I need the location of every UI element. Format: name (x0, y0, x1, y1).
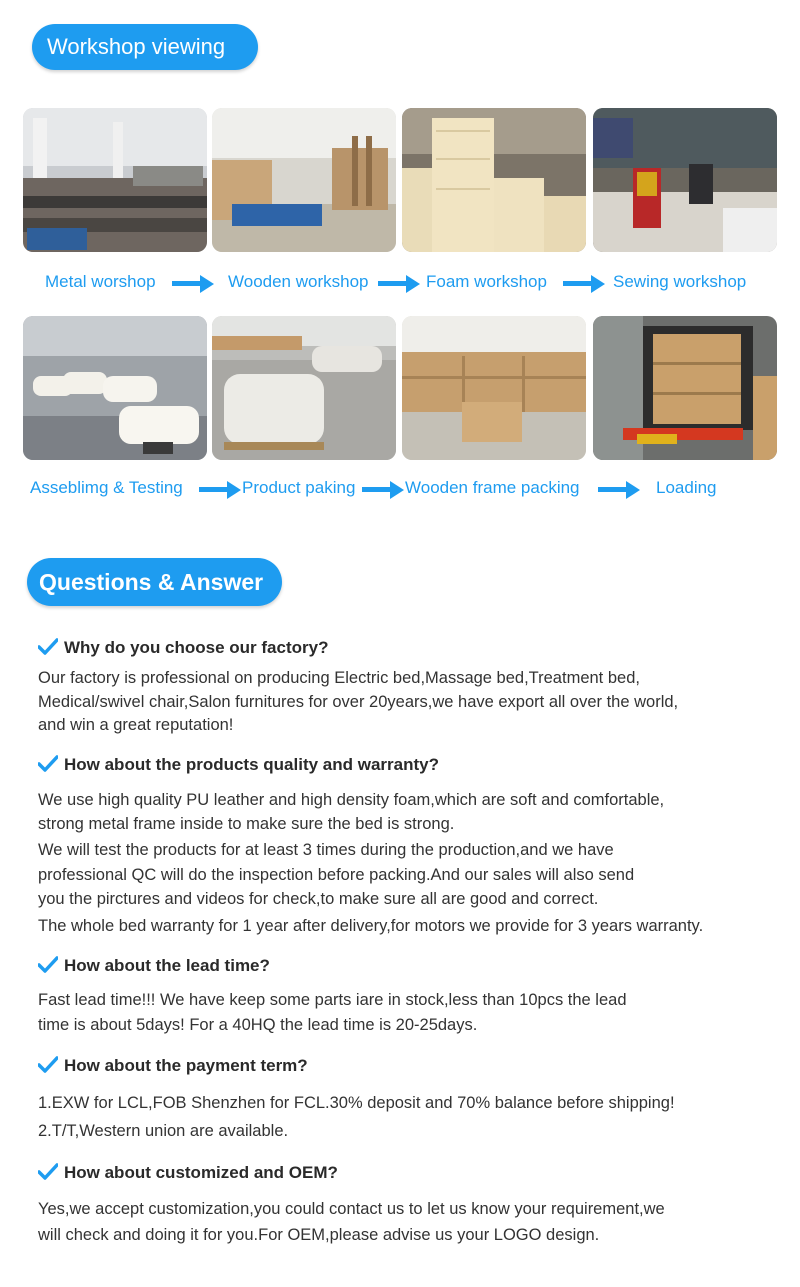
product-packing-label: Product paking (242, 478, 356, 497)
arrow-right-icon (199, 481, 241, 499)
assembling-testing-label: Asseblimg & Testing (30, 478, 183, 497)
wooden-workshop-photo (212, 108, 396, 252)
arrow-right-icon (172, 275, 214, 293)
metal-workshop-photo (23, 108, 207, 252)
answer-1-line-2: Medical/swivel chair,Salon furnitures for over 20years,we have export all over the world, (38, 693, 679, 711)
checkmark-icon (38, 1163, 58, 1181)
question-2 (38, 755, 439, 775)
assembling-testing-photo (23, 316, 207, 460)
checkmark-icon (38, 1056, 58, 1074)
arrow-right-icon (378, 275, 420, 293)
question-1-text: Why do you choose our factory? (64, 638, 329, 657)
question-5 (38, 1163, 338, 1183)
wooden-workshop-label: Wooden workshop (228, 272, 369, 291)
answer-3-line-2: time is about 5days! For a 40HQ the lead time is 20-25days. (38, 1016, 478, 1034)
wooden-frame-packing-photo (402, 316, 586, 460)
answer-2-line-1: We use high quality PU leather and high density foam,which are soft and comfortable, (38, 791, 665, 809)
answer-2-line-5: you the pirctures and videos for check,to make sure all are good and correct. (38, 890, 599, 908)
metal-workshop-label: Metal worshop (45, 272, 156, 291)
sewing-workshop-photo (593, 108, 777, 252)
answer-2-line-3: We will test the products for at least 3 times during the production,and we have (38, 841, 614, 859)
wooden-frame-packing-label: Wooden frame packing (405, 478, 580, 497)
answer-5-line-1: Yes,we accept customization,you could contact us to let us know your requirement,we (38, 1200, 665, 1218)
sewing-workshop-label: Sewing workshop (613, 272, 747, 291)
question-4-text: How about the payment term? (64, 1056, 308, 1075)
answer-1-line-1: Our factory is professional on producing Electric bed,Massage bed,Treatment bed, (38, 669, 640, 687)
question-3-text: How about the lead time? (64, 956, 270, 975)
arrow-right-icon (362, 481, 404, 499)
checkmark-icon (38, 638, 58, 656)
checkmark-icon (38, 755, 58, 773)
answer-2-line-2: strong metal frame inside to make sure the bed is strong. (38, 815, 455, 833)
answer-2-line-6: The whole bed warranty for 1 year after delivery,for motors we provide for 3 years warranty. (38, 917, 704, 935)
answer-2-line-4: professional QC will do the inspection before packing.And our sales will also send (38, 866, 635, 884)
answer-4-line-1: 1.EXW for LCL,FOB Shenzhen for FCL.30% deposit and 70% balance before shipping! (38, 1094, 675, 1112)
workshop-heading: Workshop viewing (32, 24, 258, 70)
question-5-text: How about customized and OEM? (64, 1163, 338, 1182)
qa-heading: Questions & Answer (27, 558, 282, 606)
arrow-right-icon (598, 481, 640, 499)
question-4 (38, 1056, 308, 1076)
checkmark-icon (38, 956, 58, 974)
loading-photo (593, 316, 777, 460)
foam-workshop-label: Foam workshop (426, 272, 547, 291)
question-3 (38, 956, 270, 976)
answer-1-line-3: and win a great reputation! (38, 716, 234, 734)
product-packing-photo (212, 316, 396, 460)
loading-label: Loading (656, 478, 717, 497)
answer-5-line-2: will check and doing it for you.For OEM,please advise us your LOGO design. (38, 1226, 600, 1244)
question-2-text: How about the products quality and warranty? (64, 755, 439, 774)
foam-workshop-photo (402, 108, 586, 252)
question-1 (38, 638, 328, 658)
answer-4-line-2: 2.T/T,Western union are available. (38, 1122, 289, 1140)
arrow-right-icon (563, 275, 605, 293)
answer-3-line-1: Fast lead time!!! We have keep some parts iare in stock,less than 10pcs the lead (38, 991, 627, 1009)
